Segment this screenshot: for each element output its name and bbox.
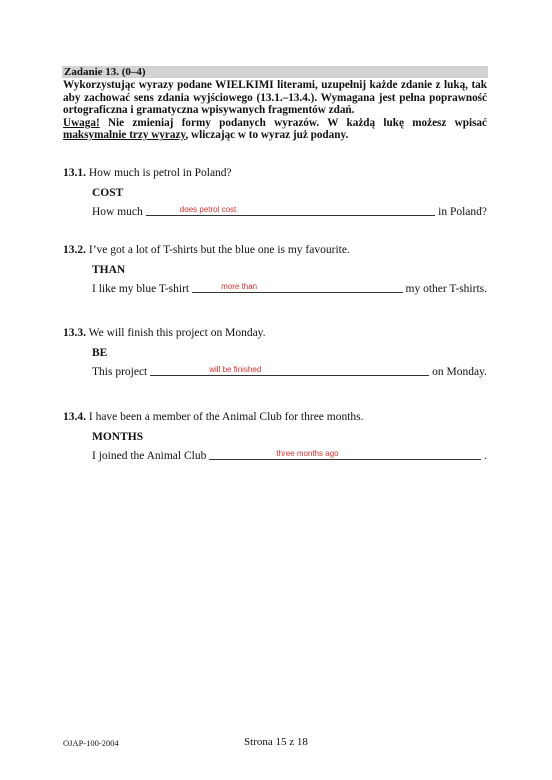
keyword: COST xyxy=(92,187,124,199)
prompt-text: I have been a member of the Animal Club for three months. xyxy=(88,411,364,423)
sentence-start: How much xyxy=(92,206,143,218)
uwaga-label: Uwaga! xyxy=(63,116,100,129)
prompt-text: We will finish this project on Monday. xyxy=(88,327,266,339)
task-header: Zadanie 13. (0–4) xyxy=(62,66,488,78)
note-text: Nie zmieniaj formy podanych wyrazów. W każdą lukę możesz wpisać xyxy=(99,116,487,129)
source-sentence xyxy=(63,244,350,256)
keyword: BE xyxy=(92,347,108,359)
prompt-text: I’ve got a lot of T-shirts but the blue one is my favourite. xyxy=(88,244,350,256)
item-number: 13.4. xyxy=(63,411,86,423)
source-sentence xyxy=(63,167,232,179)
instruction-text: Wykorzystując wyrazy podane WIELKIMI literami, uzupełnij każde zdanie z luką, tak aby zachować sens zdania wyjściowego (13.1.–13.4.). Wymagana jest pełna poprawność ortograficzna i gramatyczna wpisywanych fragmentów zdań. xyxy=(63,79,487,117)
keyword: THAN xyxy=(92,264,126,276)
answer-blank[interactable] xyxy=(150,365,429,376)
answer-text: does petrol cost xyxy=(179,205,237,214)
exam-code: OJAP-100-2004 xyxy=(63,738,119,748)
page-number: Strona 15 z 18 xyxy=(244,736,308,748)
source-sentence xyxy=(63,327,266,339)
sentence-end: my other T-shirts. xyxy=(405,283,487,295)
sentence-start: I like my blue T-shirt xyxy=(92,283,190,295)
item-number: 13.1. xyxy=(63,167,86,179)
task-instructions xyxy=(63,79,487,142)
gap-sentence xyxy=(92,449,487,462)
answer-text: three months ago xyxy=(276,449,339,458)
source-sentence xyxy=(63,411,364,423)
sentence-end: in Poland? xyxy=(438,206,487,218)
instruction-note xyxy=(63,117,487,142)
sentence-start: This project xyxy=(92,366,148,378)
answer-blank[interactable] xyxy=(209,449,481,460)
gap-sentence xyxy=(92,282,487,295)
gap-sentence xyxy=(92,365,487,378)
answer-text: will be finished xyxy=(209,365,262,374)
gap-sentence xyxy=(92,205,487,218)
note-text-end: , wliczając w to wyraz już podany. xyxy=(185,129,349,142)
answer-text: more than xyxy=(221,282,258,291)
max-words-text: maksymalnie trzy wyrazy xyxy=(63,129,186,142)
answer-blank[interactable] xyxy=(146,205,435,216)
sentence-end: . xyxy=(484,450,487,462)
item-number: 13.3. xyxy=(63,327,86,339)
sentence-end: on Monday. xyxy=(432,366,487,378)
prompt-text: How much is petrol in Poland? xyxy=(88,167,232,179)
answer-blank[interactable] xyxy=(192,282,402,293)
item-number: 13.2. xyxy=(63,244,86,256)
sentence-start: I joined the Animal Club xyxy=(92,450,207,462)
keyword: MONTHS xyxy=(92,431,144,443)
